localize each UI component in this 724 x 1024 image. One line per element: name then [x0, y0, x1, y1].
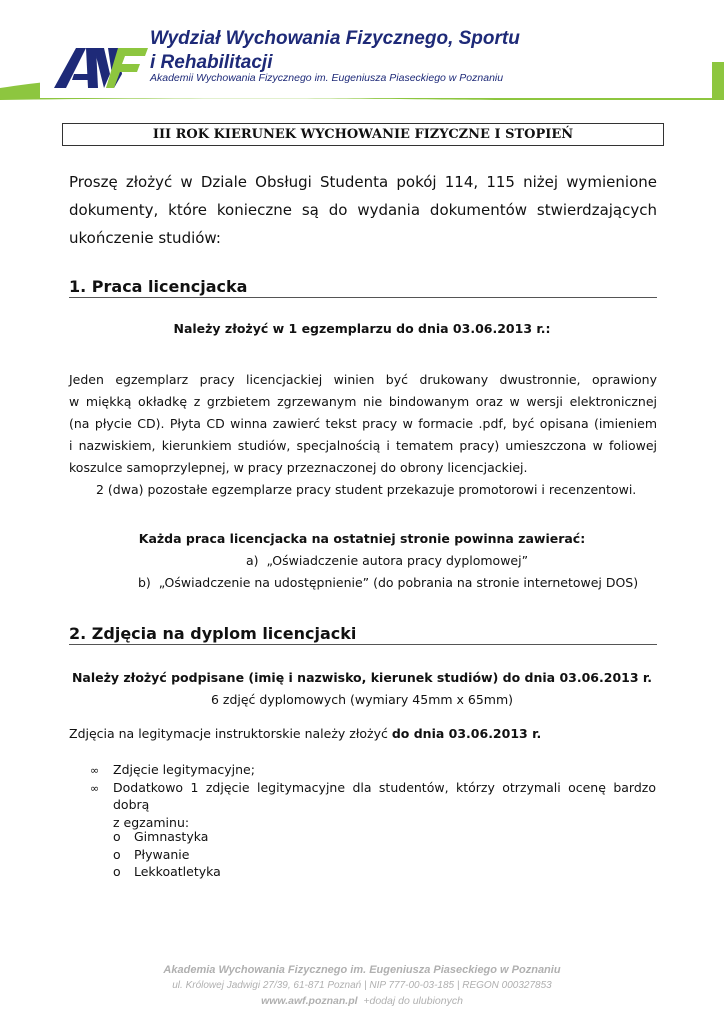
photos-deadline: Należy złożyć podpisane (imię i nazwisko, kierunek studiów) do dnia 03.06.2013 r. — [71, 670, 653, 685]
sub-item-lekkoatletyka: Lekkoatletyka — [134, 864, 221, 879]
section-heading-thesis: 1. Praca licencjacka — [69, 277, 657, 298]
section-heading-photos: 2. Zdjęcia na dyplom licencjacki — [69, 624, 657, 645]
awf-logo — [52, 44, 148, 90]
thesis-deadline: Należy złożyć w 1 egzemplarzu do dnia 03.06.2013 r.: — [173, 321, 551, 336]
thesis-line-2: w miękką okładkę z grzbietem zgrzewanym nie bindowanym oraz w wersji elektronicznej — [69, 394, 657, 409]
bullet-marker-2: ∞ — [90, 782, 100, 795]
item-a — [246, 553, 528, 568]
faculty-title — [150, 27, 520, 75]
footer-academy: Akademia Wychowania Fizycznego im. Eugeniusza Piaseckiego w Poznaniu — [163, 964, 561, 976]
footer-website-link[interactable]: www.awf.poznan.pl — [261, 995, 358, 1007]
faculty-title-line1: Wydział Wychowania Fizycznego, Sportu — [150, 28, 520, 49]
faculty-title-line2: i Rehabilitacji — [150, 52, 273, 73]
instructor-photos-deadline: do dnia 03.06.2013 r. — [391, 726, 542, 741]
item-b-marker: b) — [138, 575, 151, 590]
document-title: III ROK KIERUNEK WYCHOWANIE FIZYCZNE I STOPIEŃ — [62, 123, 664, 146]
sub-item-gimnastyka: Gimnastyka — [134, 829, 209, 844]
thesis-line-3: (na płycie CD). Płyta CD winna zawierć tekst pracy w formacie .pdf, być opisana (imieniem — [69, 416, 657, 431]
bullet-2-line-1: Dodatkowo 1 zdjęcie legitymacyjne dla studentów, którzy otrzymali ocenę bardzo — [113, 780, 656, 795]
footer-address: ul. Królowej Jadwigi 27/39, 61-871 Poznań | NIP 777-00-03-185 | REGON 000327853 — [172, 980, 552, 991]
bullet-2-line-3: z egzaminu: — [113, 815, 190, 830]
intro-line-1: Proszę złożyć w Dziale Obsługi Studenta pokój 114, 115 niżej wymienione — [69, 173, 657, 191]
footer-favorites-link[interactable]: +dodaj do ulubionych — [363, 995, 463, 1007]
must-contain-heading: Każda praca licencjacka na ostatniej stronie powinna zawierać: — [138, 531, 586, 546]
page-header — [0, 0, 724, 110]
sub-marker-1: o — [113, 829, 121, 844]
item-a-marker: a) — [246, 553, 259, 568]
item-a-text: „Oświadczenie autora pracy dyplomowej” — [266, 553, 529, 568]
intro-line-3: ukończenie studiów: — [69, 229, 221, 247]
instructor-photos-line — [69, 726, 541, 741]
bullet-marker-1: ∞ — [90, 764, 100, 777]
copies-line: 2 (dwa) pozostałe egzemplarze pracy student przekazuje promotorowi i recenzentowi. — [96, 482, 637, 497]
sub-marker-3: o — [113, 864, 121, 879]
instructor-photos-text: Zdjęcia na legitymacje instruktorskie należy złożyć — [69, 726, 392, 741]
academy-subtitle: Akademii Wychowania Fizycznego im. Eugeniusza Piaseckiego w Poznaniu — [150, 72, 504, 84]
footer-links — [0, 995, 724, 1007]
sub-marker-2: o — [113, 847, 121, 862]
intro-line-2: dokumenty, które konieczne są do wydania dokumentów stwierdzających — [69, 201, 657, 219]
intro-paragraph — [69, 168, 657, 252]
sub-item-plywanie: Pływanie — [134, 847, 190, 862]
thesis-line-1: Jeden egzemplarz pracy licencjackiej winien być drukowany dwustronnie, oprawiony — [69, 372, 657, 387]
photos-count: 6 zdjęć dyplomowych (wymiary 45mm x 65mm) — [210, 692, 514, 707]
thesis-line-5: koszulce samoprzylepnej, w pracy przeznaczonej do obrony licencjackiej. — [69, 460, 528, 475]
thesis-paragraph — [69, 369, 657, 479]
item-b-text: „Oświadczenie na udostępnienie” (do pobrania na stronie internetowej DOS) — [158, 575, 639, 590]
thesis-line-4: i nazwiskiem, kierunkiem studiów, specjalnością i tematem pracy) umieszczona w foliowej — [69, 438, 657, 453]
bullet-1: Zdjęcie legitymacyjne; — [113, 762, 255, 777]
item-b — [138, 575, 638, 590]
bullet-2-line-2: dobrą — [113, 797, 150, 812]
